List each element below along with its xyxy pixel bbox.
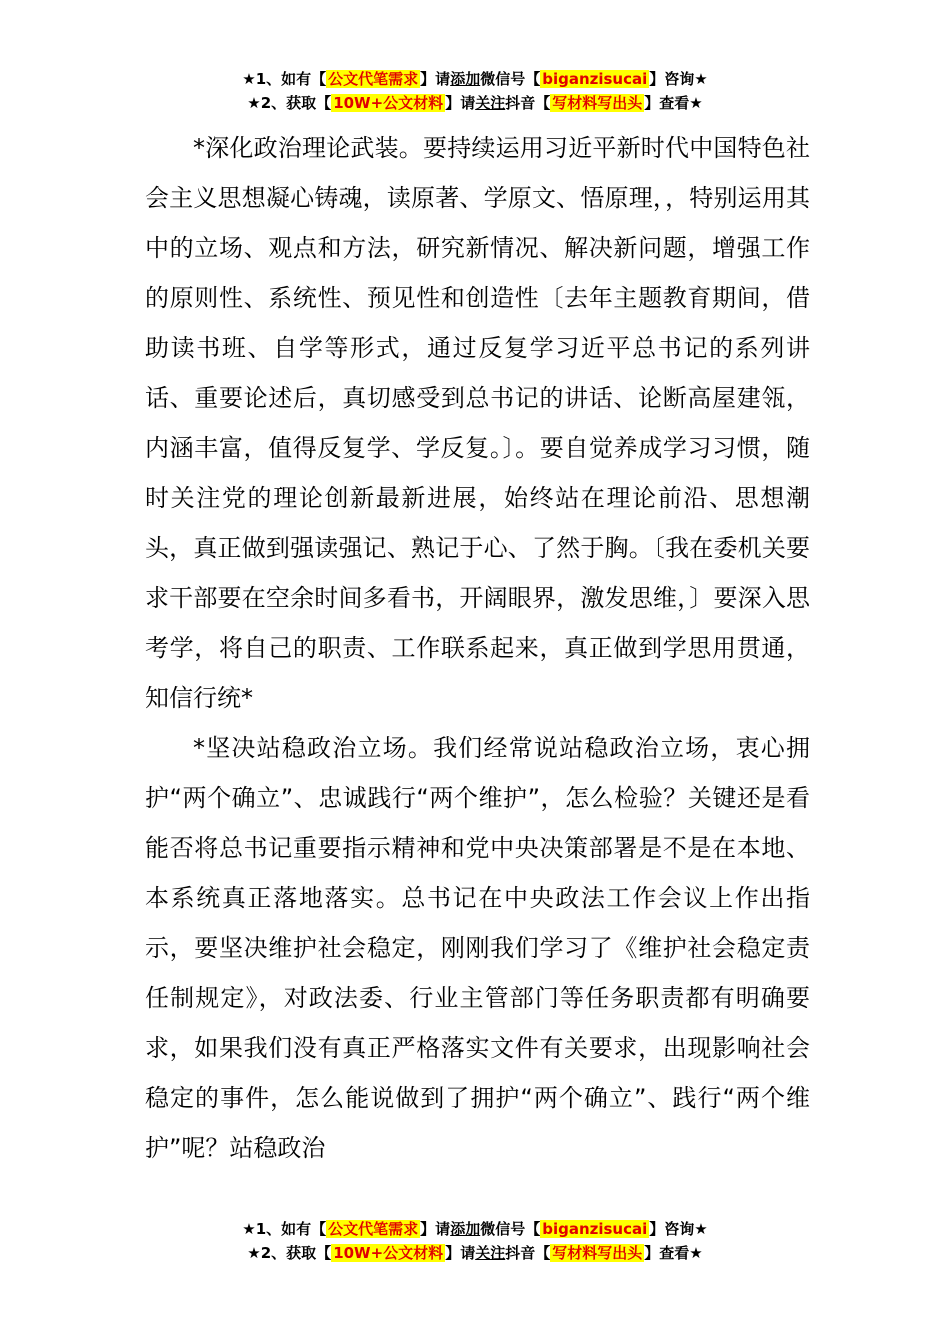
highlight-douyin-id: 写材料写出头 — [552, 94, 643, 112]
header-banner-line-2 — [0, 92, 950, 116]
document-body — [145, 123, 810, 1173]
banner-text: 】查看★ — [644, 94, 703, 112]
footer-banner — [0, 1218, 950, 1266]
banner-text: ★2、获取【 — [247, 1244, 332, 1262]
banner-text: ★1、如有【 — [242, 70, 327, 88]
banner-text: 】查看★ — [644, 1244, 703, 1262]
banner-text: 】请 — [445, 1244, 476, 1262]
banner-underlined-text: 关注 — [475, 94, 506, 112]
banner-text: ★2、获取【 — [247, 94, 332, 112]
banner-text: 】请 — [445, 94, 476, 112]
banner-text: 微信号【 — [480, 70, 541, 88]
banner-underlined-text: 添加 — [450, 1220, 481, 1238]
highlight-wechat-id: biganzisucai — [542, 70, 648, 88]
highlight-materials: 10W+公文材料 — [333, 1244, 444, 1262]
banner-text: ★1、如有【 — [242, 1220, 327, 1238]
banner-underlined-text: 添加 — [450, 70, 481, 88]
header-banner-line-1 — [0, 68, 950, 92]
paragraph-political-theory: *深化政治理论武装。要持续运用习近平新时代中国特色社会主义思想凝心铸魂，读原著、学原文、悟原理，，特别运用其中的立场、观点和方法，研究新情况、解决新问题，增强工作的原则性、系统性、预见性和创造性〔去年主题教育期间，借助读书班、自学等形式，通过反复学习近平总书记的系列讲话、重要论述后，真切感受到总书记的讲话、论断高屋建瓴，内涵丰富，值得反复学、学反复。〕。要自觉养成学习习惯，随时关注党的理论创新最新进展，始终站在理论前沿、思想潮头，真正做到强读强记、熟记于心、了然于胸。〔我在委机关要求干部要在空余时间多看书，开阔眼界，激发思维，〕要深入思考学，将自己的职责、工作联系起来，真正做到学思用贯通，知信行统* — [145, 134, 810, 712]
highlight-service: 公文代笔需求 — [328, 1220, 419, 1238]
banner-text: 】请 — [420, 1220, 451, 1238]
banner-text: 抖音【 — [505, 94, 551, 112]
footer-banner-line-2 — [0, 1242, 950, 1266]
banner-text: 】请 — [420, 70, 451, 88]
header-banner — [0, 68, 950, 116]
banner-underlined-text: 关注 — [475, 1244, 506, 1262]
banner-text: 抖音【 — [505, 1244, 551, 1262]
highlight-materials: 10W+公文材料 — [333, 94, 444, 112]
paragraph-political-stance: *坚决站稳政治立场。我们经常说站稳政治立场，衷心拥护“两个确立”、忠诚践行“两个维护”，怎么检验？关键还是看能否将总书记重要指示精神和党中央决策部署是不是在本地、本系统真正落地落实。总书记在中央政法工作会议上作出指示，要坚决维护社会稳定，刚刚我们学习了《维护社会稳定责任制规定》，对政法委、行业主管部门等任务职责都有明确要求，如果我们没有真正严格落实文件有关要求，出现影响社会稳定的事件，怎么能说做到了拥护“两个确立”、践行“两个维护”呢？站稳政治 — [145, 734, 810, 1162]
footer-banner-line-1 — [0, 1218, 950, 1242]
highlight-wechat-id: biganzisucai — [542, 1220, 648, 1238]
banner-text: 微信号【 — [480, 1220, 541, 1238]
banner-text: 】咨询★ — [649, 70, 708, 88]
highlight-service: 公文代笔需求 — [328, 70, 419, 88]
banner-text: 】咨询★ — [649, 1220, 708, 1238]
highlight-douyin-id: 写材料写出头 — [552, 1244, 643, 1262]
